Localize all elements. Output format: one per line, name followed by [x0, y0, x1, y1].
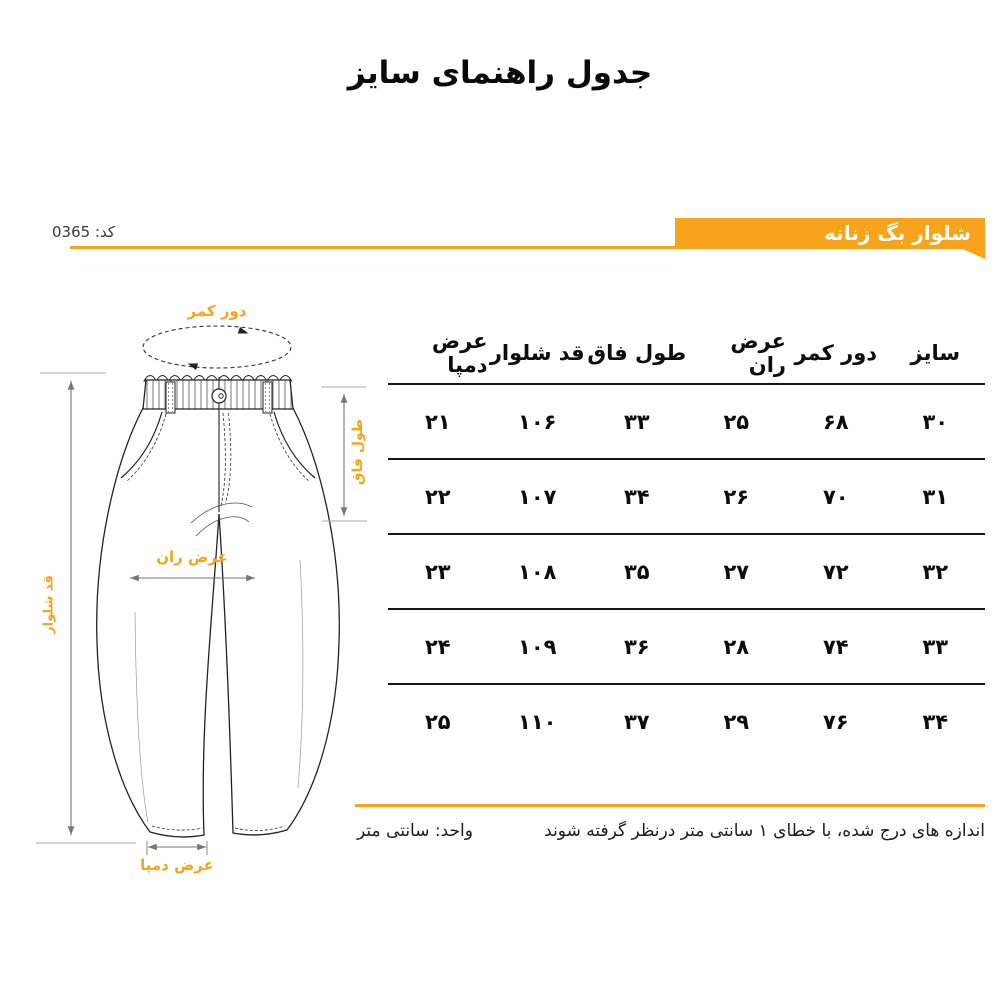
table-cell: ۳۱ — [922, 484, 949, 509]
product-banner — [675, 218, 985, 249]
table-cell: ۳۶ — [623, 634, 650, 659]
footer-divider — [355, 804, 985, 807]
table-row — [388, 685, 985, 758]
waistband — [143, 376, 293, 414]
thigh-width-label: عرض ران — [156, 548, 228, 566]
table-cell: ۱۰۶ — [518, 409, 557, 434]
page-title: جدول راهنمای سایز — [347, 55, 653, 91]
banner-rule-line — [70, 246, 675, 249]
tolerance-note: اندازه های درج شده، با خطای ۱ سانتی متر درنظر گرفته شوند — [544, 821, 985, 841]
table-cell: ۲۲ — [424, 484, 451, 509]
table-cell: ۱۰۷ — [518, 484, 557, 509]
table-cell: ۷۴ — [822, 634, 849, 659]
table-row — [388, 385, 985, 460]
column-header-length: قد شلوار — [489, 340, 585, 365]
hem-width-label: عرض دمپا — [140, 856, 214, 874]
table-cell: ۲۷ — [723, 559, 750, 584]
table-cell: ۷۶ — [822, 709, 849, 734]
table-cell: ۳۳ — [623, 409, 650, 434]
table-cell: ۲۹ — [723, 709, 750, 734]
pants-length-label: قد شلوار — [41, 575, 57, 634]
size-table — [388, 322, 985, 758]
table-cell: ۷۰ — [822, 484, 849, 509]
table-cell: ۲۸ — [723, 634, 750, 659]
column-header-hem: عرض دمپا — [431, 328, 488, 377]
table-row — [388, 610, 985, 685]
pants-technical-drawing — [0, 285, 400, 885]
table-cell: ۲۳ — [424, 559, 451, 584]
table-cell: ۳۳ — [922, 634, 949, 659]
table-cell: ۳۵ — [623, 559, 650, 584]
waist-ellipse — [143, 326, 291, 370]
column-header-thigh: عرض ران — [730, 328, 786, 377]
table-cell: ۲۵ — [424, 709, 451, 734]
table-cell: ۱۰۸ — [518, 559, 557, 584]
column-header-waist: دور کمر — [794, 340, 878, 365]
table-cell: ۷۲ — [822, 559, 849, 584]
column-header-crotch: طول فاق — [587, 340, 687, 365]
table-cell: ۲۵ — [723, 409, 750, 434]
table-cell: ۱۱۰ — [518, 709, 557, 734]
table-cell: ۳۰ — [922, 409, 949, 434]
column-header-size: سایز — [910, 340, 960, 365]
table-cell: ۶۸ — [822, 409, 849, 434]
table-row — [388, 460, 985, 535]
product-name: شلوار بگ زنانه — [824, 221, 971, 245]
table-cell: ۲۱ — [424, 409, 451, 434]
banner-tail-shape — [963, 249, 985, 259]
table-cell: ۱۰۹ — [518, 634, 557, 659]
table-cell: ۲۴ — [424, 634, 451, 659]
table-cell: ۳۷ — [623, 709, 650, 734]
crotch-length-label: طول فاق — [350, 419, 366, 485]
table-header-row — [388, 322, 985, 385]
waist-button — [212, 389, 226, 403]
table-cell: ۳۲ — [922, 559, 949, 584]
waist-label: دور کمر — [187, 302, 247, 320]
table-cell: ۳۴ — [623, 484, 650, 509]
table-cell: ۲۶ — [723, 484, 750, 509]
unit-label: واحد: سانتی متر — [357, 821, 473, 841]
table-row — [388, 535, 985, 610]
table-cell: ۳۴ — [922, 709, 949, 734]
product-code: کد: 0365 — [52, 223, 116, 241]
pants-outline — [97, 408, 340, 837]
